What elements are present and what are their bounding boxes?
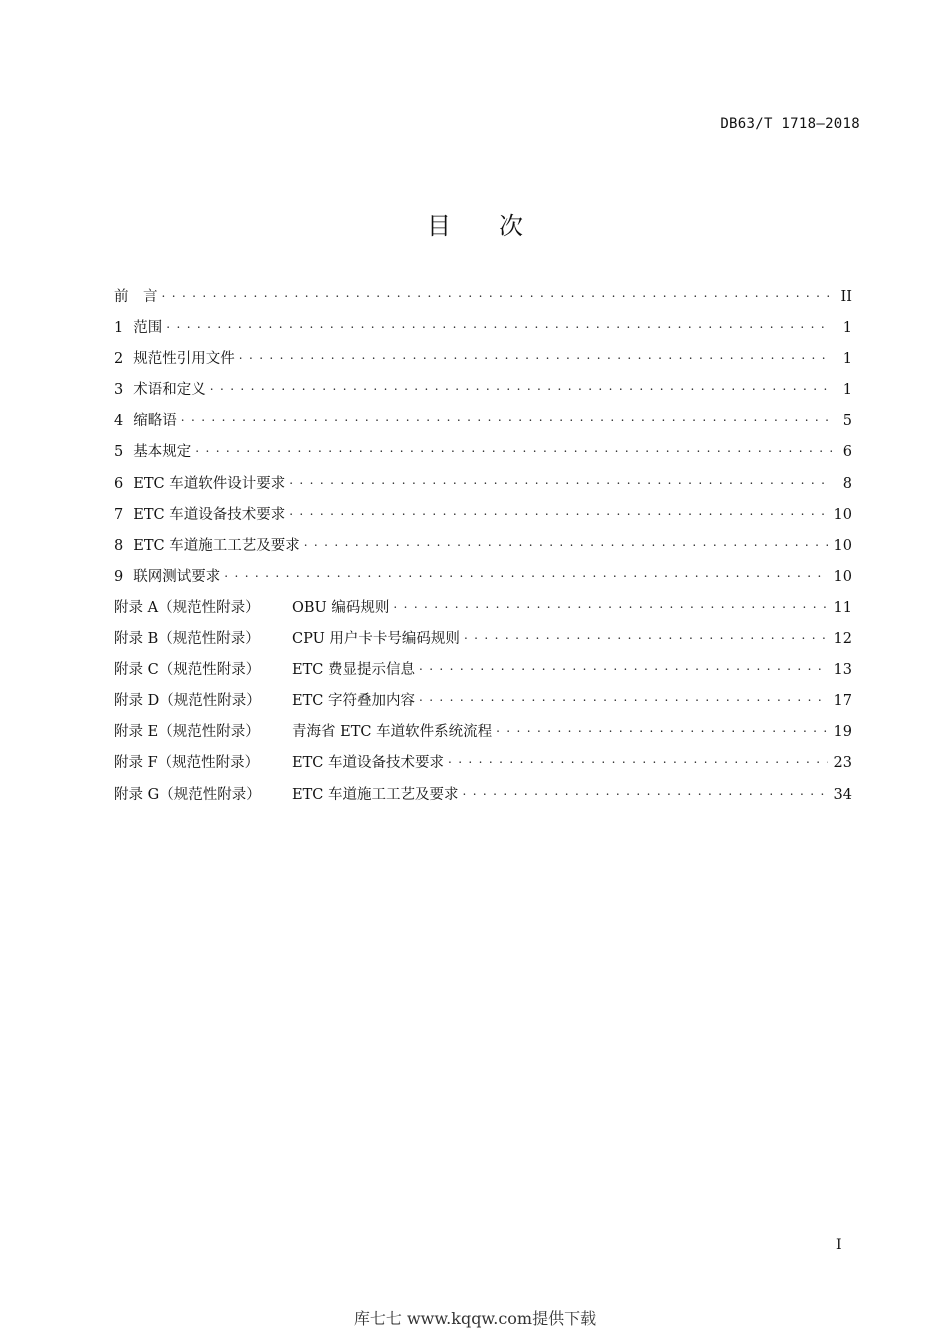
toc-entry[interactable] [114,348,852,379]
toc-entry-page: 8 [842,475,852,492]
toc-leader-dots [289,474,832,488]
toc-entry-page: 19 [833,724,852,741]
toc-entry-label: OBU 编码规则 [292,599,390,616]
toc-entry-label: 范围 [133,320,163,337]
toc-entry-number: 6 [114,475,124,492]
toc-leader-dots [181,411,832,425]
toc-annex-entry[interactable] [114,721,852,752]
page-number: I [836,1237,842,1253]
toc-leader-dots [239,349,832,363]
toc-entry-page: 11 [833,599,852,616]
toc-leader-dots [210,380,832,394]
toc-leader-dots [419,691,828,705]
toc-entry-label: 规范性引用文件 [133,351,235,368]
toc-annex-tag: 附录 D（规范性附录） [114,693,261,710]
toc-annex-tag: 附录 G（规范性附录） [114,786,261,803]
toc-leader-dots [464,629,828,643]
toc-entry-number: 9 [114,568,124,585]
toc-entry-page: 5 [842,413,852,430]
toc-entry-label: CPU 用户卡卡号编码规则 [292,631,460,648]
download-watermark: 库七七 www.kqqw.com提供下载 [353,1309,597,1328]
toc-entry[interactable] [114,473,852,504]
toc-entry-label: 术语和定义 [133,382,206,399]
standard-id: DB63/T 1718—2018 [720,116,860,132]
toc-entry-label: ETC 车道施工工艺及要求 [292,786,459,803]
toc-entry[interactable] [114,441,852,472]
toc-annex-entry[interactable] [114,752,852,783]
toc-entry-label: 前 言 [114,289,158,305]
toc-leader-dots [448,753,828,767]
toc-entry-page: 13 [833,662,852,679]
toc-entry[interactable] [114,535,852,566]
toc-entry-page: 10 [833,506,852,523]
toc-annex-tag: 附录 E（规范性附录） [114,724,260,741]
toc-entry-page: 12 [833,631,852,648]
toc-annex-entry[interactable] [114,628,852,659]
toc-entry-label: ETC 费显提示信息 [292,662,415,679]
toc-entry-label: ETC 车道设备技术要求 [292,755,444,772]
toc-entry[interactable] [114,410,852,441]
toc-leader-dots [304,536,828,550]
toc-leader-dots [496,722,827,736]
toc-entry-label: 联网测试要求 [133,568,221,585]
toc-leader-dots [195,442,832,456]
toc-annex-tag: 附录 B（规范性附录） [114,631,260,648]
table-of-contents [114,286,852,815]
toc-entry-page: II [840,289,852,305]
toc-entry[interactable] [114,317,852,348]
toc-entry-page: 17 [833,693,852,710]
toc-annex-entry[interactable] [114,659,852,690]
toc-annex-entry[interactable] [114,690,852,721]
toc-entry-page: 1 [842,382,852,399]
toc-annex-tag: 附录 A（规范性附录） [114,599,260,616]
toc-entry-number: 3 [114,382,124,399]
toc-entry-label: 基本规定 [133,444,192,461]
toc-leader-dots [419,660,828,674]
toc-entry-number: 7 [114,506,124,523]
toc-entry-page: 6 [842,444,852,461]
toc-entry[interactable] [114,566,852,597]
toc-entry-label: 缩略语 [133,413,177,430]
toc-annex-entry[interactable] [114,597,852,628]
toc-entry[interactable] [114,504,852,535]
toc-entry-foreword[interactable] [114,286,852,317]
toc-annex-tag: 附录 F（规范性附录） [114,755,260,772]
toc-entry-number: 4 [114,413,124,430]
toc-entry-page: 10 [833,537,852,554]
toc-leader-dots [166,318,832,332]
toc-entry-page: 1 [842,351,852,368]
toc-annex-tag: 附录 C（规范性附录） [114,662,261,679]
toc-entry-page: 1 [842,320,852,337]
toc-leader-dots [393,598,827,612]
toc-leader-dots [224,567,827,581]
toc-entry-label: ETC 车道施工工艺及要求 [133,537,300,554]
toc-entry-page: 34 [833,786,852,803]
toc-entry[interactable] [114,379,852,410]
toc-entry-label: ETC 车道软件设计要求 [133,475,286,492]
toc-entry-label: 青海省 ETC 车道软件系统流程 [292,724,493,741]
toc-entry-label: ETC 字符叠加内容 [292,693,415,710]
toc-entry-page: 23 [833,755,852,772]
toc-entry-label: ETC 车道设备技术要求 [133,506,286,523]
page-title: 目次 [427,212,571,240]
toc-leader-dots [162,287,833,301]
toc-entry-page: 10 [833,568,852,585]
toc-leader-dots [289,505,827,519]
toc-entry-number: 5 [114,444,124,461]
toc-entry-number: 2 [114,351,124,368]
toc-entry-number: 1 [114,320,124,337]
toc-leader-dots [462,785,827,799]
toc-entry-number: 8 [114,537,124,554]
toc-annex-entry[interactable] [114,784,852,815]
